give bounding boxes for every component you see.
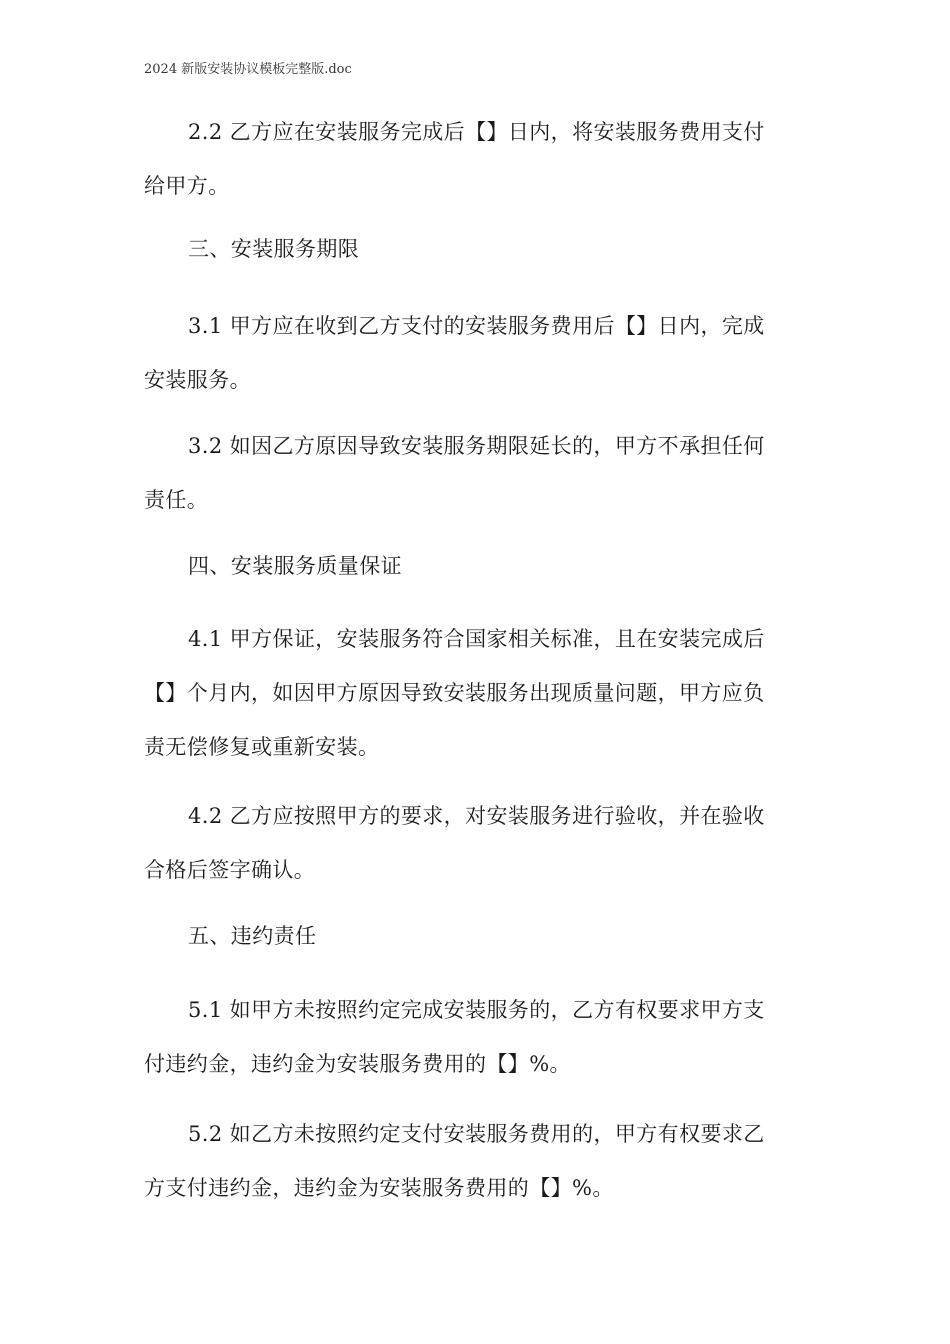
paragraph-line: 给甲方。 [144, 174, 230, 198]
clause-2-2 [144, 105, 794, 213]
paragraph-line: 3.1 甲方应在收到乙方支付的安装服务费用后【】日内，完成 [188, 314, 765, 338]
clause-4-1 [144, 612, 794, 774]
paragraph-line: 5.1 如甲方未按照约定完成安装服务的，乙方有权要求甲方支 [188, 998, 765, 1022]
clause-5-1 [144, 983, 794, 1091]
clause-3-2 [144, 419, 794, 527]
paragraph-line: 责任。 [144, 488, 209, 512]
section-title: 三、安装服务期限 [188, 237, 360, 261]
section-heading-5 [144, 909, 794, 963]
section-title: 五、违约责任 [188, 924, 317, 948]
paragraph-line: 合格后签字确认。 [144, 858, 316, 882]
paragraph-line: 责无偿修复或重新安装。 [144, 735, 380, 759]
paragraph-line: 4.1 甲方保证，安装服务符合国家相关标准，且在安装完成后 [188, 627, 765, 651]
paragraph-line: 【】个月内，如因甲方原因导致安装服务出现质量问题，甲方应负 [144, 681, 765, 705]
section-title: 四、安装服务质量保证 [188, 554, 402, 578]
document-header-filename: 2024 新版安装协议模板完整版.doc [144, 62, 352, 77]
section-heading-4 [144, 539, 794, 593]
paragraph-line: 付违约金，违约金为安装服务费用的【】%。 [144, 1052, 571, 1076]
clause-4-2 [144, 789, 794, 897]
paragraph-line: 3.2 如因乙方原因导致安装服务期限延长的，甲方不承担任何 [188, 434, 765, 458]
section-heading-3 [144, 222, 794, 276]
paragraph-line: 4.2 乙方应按照甲方的要求，对安装服务进行验收，并在验收 [188, 804, 765, 828]
paragraph-line: 安装服务。 [144, 368, 251, 392]
clause-3-1 [144, 299, 794, 407]
paragraph-line: 5.2 如乙方未按照约定支付安装服务费用的，甲方有权要求乙 [188, 1122, 765, 1146]
clause-5-2 [144, 1107, 794, 1215]
paragraph-line: 方支付违约金，违约金为安装服务费用的【】%。 [144, 1176, 614, 1200]
paragraph-line: 2.2 乙方应在安装服务完成后【】日内，将安装服务费用支付 [188, 120, 765, 144]
